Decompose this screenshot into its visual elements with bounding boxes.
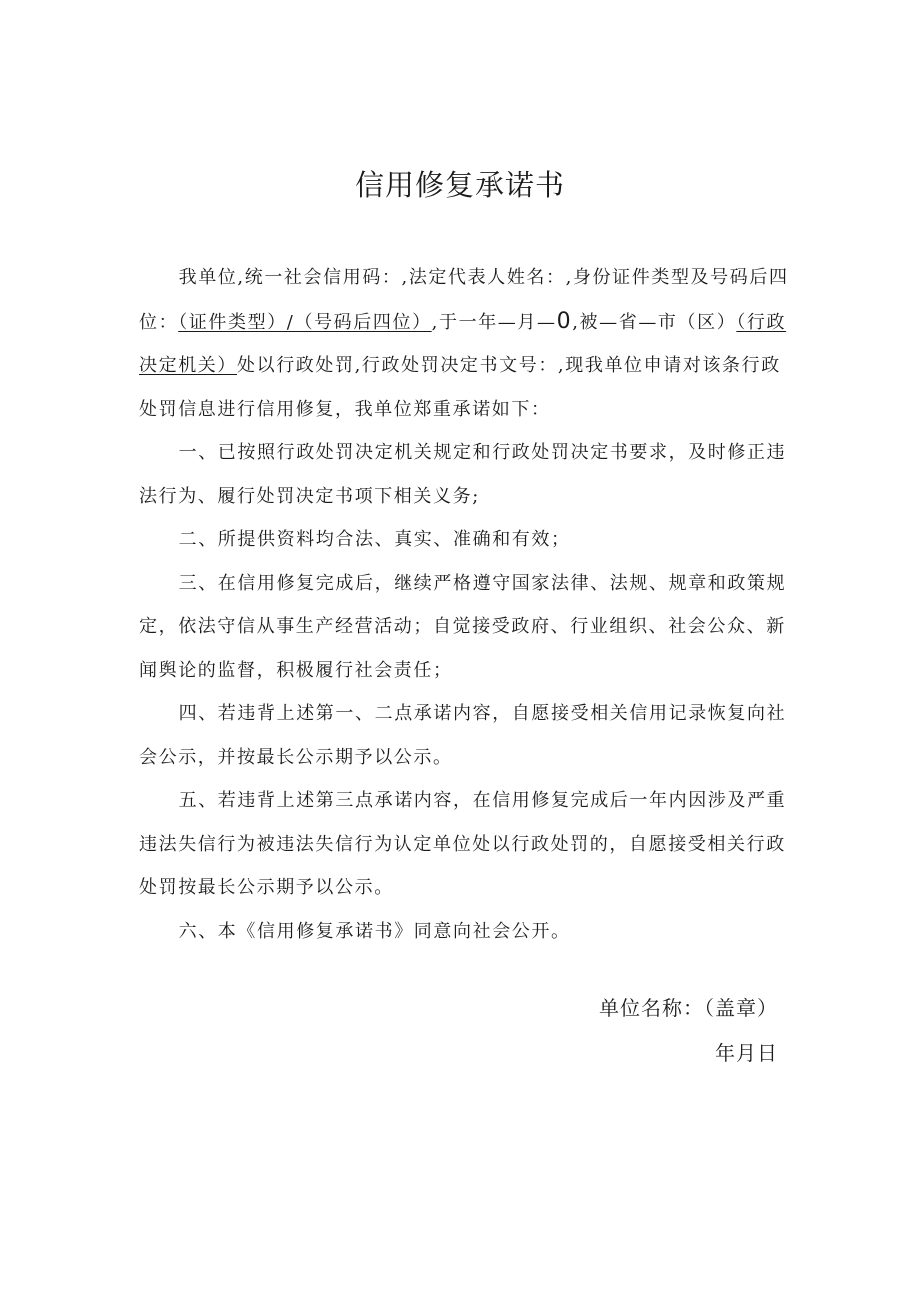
commitment-item-6: 六、本《信用修复承诺书》同意向社会公开。 xyxy=(178,920,571,942)
commitment-item-4: 四、若违背上述第一、二点承诺内容，自愿接受相关信用记录恢复向社会公示，并按最长公示期予以公示。 xyxy=(139,703,787,768)
document-body xyxy=(139,256,789,953)
commitment-item-1: 一、已按照行政处罚决定机关规定和行政处罚决定书要求，及时修正违法行为、履行处罚决定书项下相关义务; xyxy=(139,442,787,507)
commitment-item-5: 五、若违背上述第三点承诺内容，在信用修复完成后一年内因涉及严重违法失信行为被违法失信行为认定单位处以行政处罚的，自愿接受相关行政处罚按最长公示期予以公示。 xyxy=(139,790,787,898)
signature-org: 单位名称：（盖章） xyxy=(599,996,778,1020)
intro-paragraph xyxy=(139,256,789,431)
intro-text-1: 我单位,统一社会信用码：,法定代表人姓名：,身份证件类型及号码后四位： xyxy=(139,267,789,333)
day-zero: 0 xyxy=(556,308,573,334)
intro-text-3: ,被—省—市（区） xyxy=(572,311,737,333)
intro-text-4: 处以行政处罚,行政处罚决定书文号：,现我单位申请对该条行政处罚信息进行信用修复，我单位郑重承诺如下： xyxy=(139,355,781,420)
signature-date: 年月日 xyxy=(715,1041,778,1065)
intro-text-2: ,于一年—月— xyxy=(431,311,557,333)
authority-blank: （行政决定机关） xyxy=(139,311,787,376)
id-type-blank: （证件类型）/（号码后四位） xyxy=(178,311,432,333)
commitment-item-3: 三、在信用修复完成后，继续严格遵守国家法律、法规、规章和政策规定，依法守信从事生产经营活动；自觉接受政府、行业组织、社会公众、新闻舆论的监督，积极履行社会责任； xyxy=(139,572,787,681)
commitment-item-2: 二、所提供资料均合法、真实、准确和有效； xyxy=(178,529,571,550)
document-title: 信用修复承诺书 xyxy=(354,168,565,202)
